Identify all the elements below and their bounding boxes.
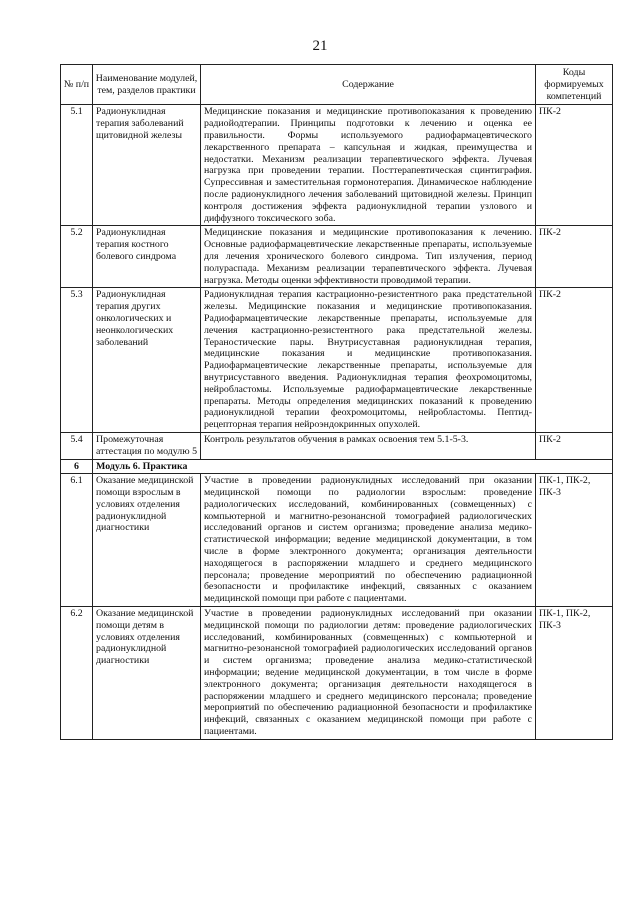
row-name: Радионуклидная терапия костного болевого синдрома	[93, 226, 201, 288]
row-content: Медицинские показания и медицинские противопоказания к проведению радиойодтерапии. Принципы подготовки к лечению и оценка ее правильности. Формы используемого радиофармацевтического лекарственного препарата – капсульная и жидкая, преимущества и недостатки. Механизм реализации терапевтического эффекта. Лучевая нагрузка при проведении терапии. Посттерапевтическая сцинтиграфия. Супрессивная и заместительная гормонотерапия. Динамическое наблюдение после радионуклидного лечения заболеваний щитовидной железы. Принцип контроля достижения эффекта радионуклидной терапии узлового и диффузного токсического зоба.	[201, 105, 536, 226]
row-name: Оказание медицинской помощи взрослым в условиях отделения радионуклидной диагностики	[93, 474, 201, 607]
table-row-5-2	[61, 226, 613, 288]
row-content: Контроль результатов обучения в рамках освоения тем 5.1-5-3.	[201, 432, 536, 459]
header-content: Содержание	[201, 65, 536, 105]
row-codes: ПК-2	[536, 288, 613, 433]
page-number: 21	[312, 38, 328, 54]
row-num: 6.2	[61, 607, 93, 740]
header-num: № п/п	[61, 65, 93, 105]
module-num: 6	[61, 459, 93, 474]
row-name: Промежуточная аттестация по модулю 5	[93, 432, 201, 459]
row-codes: ПК-2	[536, 226, 613, 288]
table-header-row	[61, 65, 613, 105]
row-num: 5.2	[61, 226, 93, 288]
row-content: Участие в проведении радионуклидных исследований при оказании медицинской помощи по радиологии взрослым: проведение радиологических исследований, комбинированных (совмещенных) с компьютерной и магнитно-резонансной томографией радиологических исследований органов и систем организма; проведение анализа медико-статистической информации; ведение медицинской документации, в том числе в форме электронного документа; организация деятельности находящегося в распоряжении младшего и среднего медицинского персонала; проведение мероприятий по обеспечению радиационной безопасности и профилактике инфекций, связанных с оказанием медицинской помощи при работе с пациентами.	[201, 474, 536, 607]
header-name: Наименование модулей, тем, разделов практики	[93, 65, 201, 105]
row-name: Радионуклидная терапия других онкологических и неонкологических заболеваний	[93, 288, 201, 433]
module-heading-row	[61, 459, 613, 474]
table-row-5-4	[61, 432, 613, 459]
curriculum-table	[60, 64, 613, 740]
row-num: 5.4	[61, 432, 93, 459]
table-row-5-1	[61, 105, 613, 226]
row-content: Участие в проведении радионуклидных исследований при оказании медицинской помощи по радиологии детям: проведение радиологических исследований, комбинированных (совмещенных) с компьютерной и магнитно-резонансной томографией радиологических исследований органов и систем организма; проведение анализа медико-статистической информации; ведение медицинской документации, в том числе в форме электронного документа; организация деятельности находящегося в распоряжении младшего и среднего медицинского персонала; проведение мероприятий по обеспечению радиационной безопасности и профилактике инфекций, связанных с оказанием медицинской помощи при работе с пациентами.	[201, 607, 536, 740]
row-content: Медицинские показания и медицинские противопоказания к лечению. Основные радиофармацевтические лекарственные препараты, используемые для лечения хронического болевого синдрома. Тип излучения, период полураспада. Механизм реализации терапевтического эффекта. Лучевая нагрузка. Методы оценки эффективности проводимой терапии.	[201, 226, 536, 288]
row-content: Радионуклидная терапия кастрационно-резистентного рака предстательной железы. Медицинские показания и медицинские противопоказания. Радиофармацевтические лекарственные препараты, используемые для лечения кастрационно-резистентного рака предстательной железы. Тераностические пары. Внутрисуставная радионуклидная терапия, медицинские показания и медицинские противопоказания. Радиофармацевтические лекарственные препараты, используемые для внутрисуставного введения. Радионуклидная терапия феохромоцитомы, нейробластомы. Используемые радиофармацевтические лекарственные препараты. Методы определения медицинских показаний к проведению радионуклидной терапии феохромоцитомы, нейробластомы. Пептид-рецепторная терапия нейроэндокринных опухолей.	[201, 288, 536, 433]
table-row-6-2	[61, 607, 613, 740]
row-codes: ПК-1, ПК-2, ПК-3	[536, 607, 613, 740]
table-row-6-1	[61, 474, 613, 607]
header-codes: Коды формируемых компетенций	[536, 65, 613, 105]
row-num: 5.1	[61, 105, 93, 226]
table-row-5-3	[61, 288, 613, 433]
row-num: 6.1	[61, 474, 93, 607]
row-codes: ПК-1, ПК-2, ПК-3	[536, 474, 613, 607]
row-codes: ПК-2	[536, 105, 613, 226]
module-title: Модуль 6. Практика	[93, 459, 613, 474]
row-codes: ПК-2	[536, 432, 613, 459]
row-name: Оказание медицинской помощи детям в условиях отделения радионуклидной диагностики	[93, 607, 201, 740]
row-name: Радионуклидная терапия заболеваний щитовидной железы	[93, 105, 201, 226]
row-num: 5.3	[61, 288, 93, 433]
